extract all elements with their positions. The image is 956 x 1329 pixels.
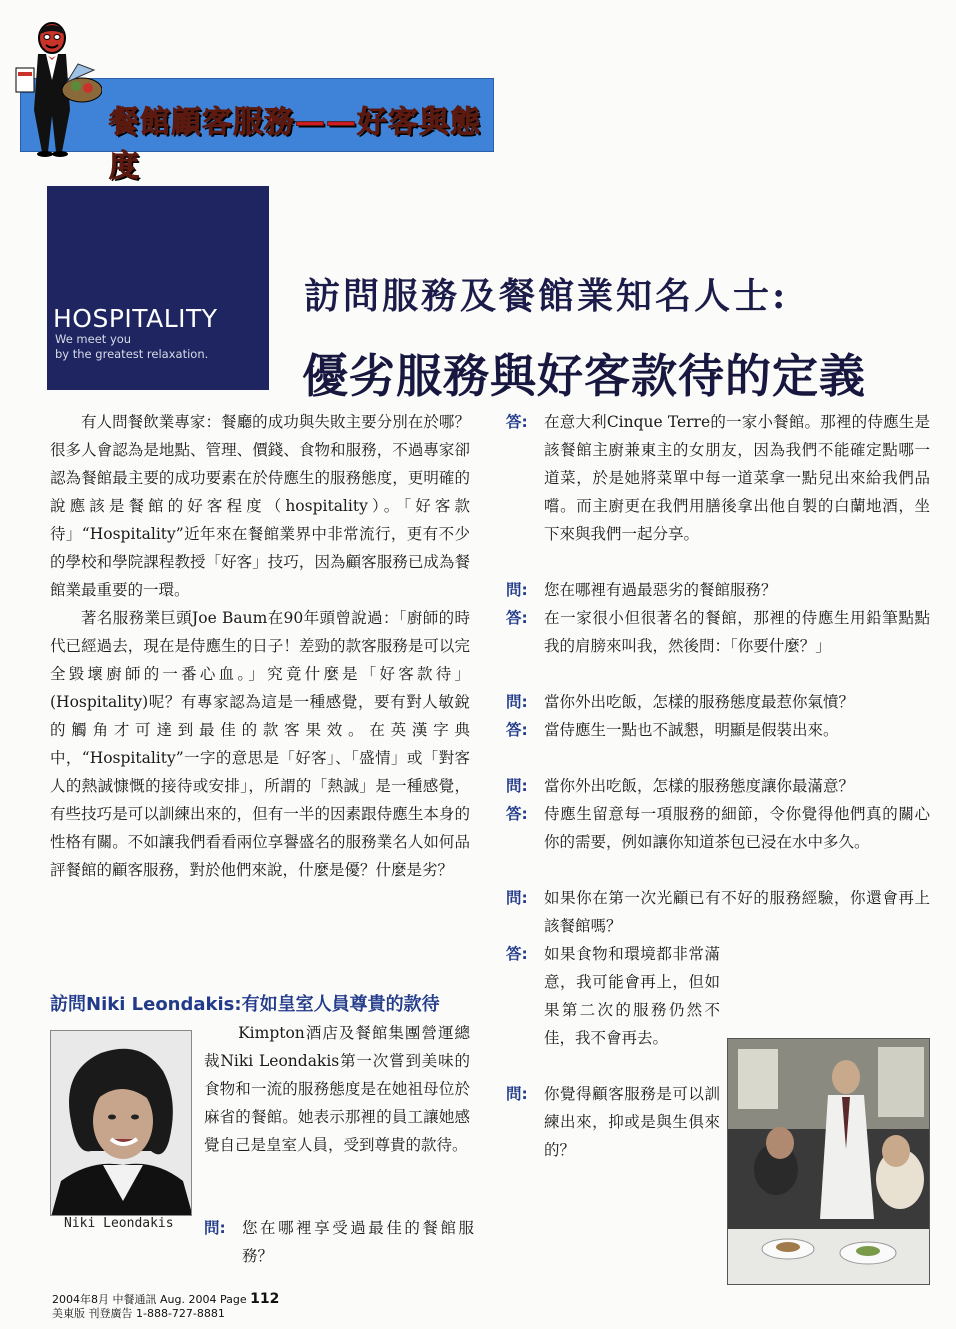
headline-line1: 訪問服務及餐館業知名人士: — [304, 275, 789, 317]
page-number: 112 — [250, 1291, 280, 1307]
question-label: 問: — [204, 1219, 226, 1237]
question-label: 問: — [506, 777, 528, 795]
question-label: 問: — [506, 1085, 528, 1103]
footer-date-en: Aug. 2004 — [160, 1293, 217, 1306]
answer-label: 答: — [506, 805, 528, 823]
niki-question-1 — [204, 1214, 474, 1270]
portrait-icon — [51, 1031, 192, 1216]
hospitality-sub-line1: We meet you — [55, 332, 132, 346]
question-text: 當你外出吃飯，怎樣的服務態度最惹你氣憤？ — [544, 693, 855, 711]
footer-edition: 美東版 — [52, 1307, 85, 1320]
left-column — [50, 408, 470, 884]
niki-intro — [204, 1019, 470, 1159]
footer-phone: 1-888-727-8881 — [136, 1307, 225, 1320]
hospitality-title: HOSPITALITY — [53, 304, 218, 333]
hospitality-subtitle — [55, 332, 208, 362]
question-label: 問: — [506, 693, 528, 711]
interview-heading: 訪問Niki Leondakis:有如皇室人員尊貴的款待 — [50, 994, 440, 1015]
question-text: 你覺得顧客服務是可以訓練出來，抑或是與生俱來的？ — [544, 1085, 720, 1159]
answer-5 — [506, 940, 720, 1052]
question-3 — [506, 688, 930, 716]
niki-intro-text: Kimpton酒店及餐館集團營運總裁Niki Leondakis第一次嘗到美味的食物和一流的服務態度是在她祖母位於麻省的餐館。她表示那裡的員工讓她感覺自己是皇室人員，受到尊貴的款待。 — [204, 1024, 470, 1154]
intro-paragraph-2: 著名服務業巨頭Joe Baum在90年頭曾說過：「廚師的時代已經過去，現在是侍應生的日子！差勁的款客服務是可以完全毀壞廚師的一番心血。」究竟什麼是「好客款待」(Hospitality)呢？有專家認為這是一種感覺，要有對人敏銳的觸角才可達到最佳的款客果效。在英漢字典中，“Hospitality”一字的意思是「好客」、「盛情」或「對客人的熱誠慷慨的接待或安排」，所謂的「熱誠」是一種感覺，有些技巧是可以訓練出來的，但有一半的因素跟侍應生本身的性格有關。不如讓我們看看兩位享譽盛名的服務業名人如何品評餐館的顧客服務，對於他們來說，什麼是優？什麼是劣？ — [50, 609, 470, 879]
answer-label: 答: — [506, 721, 528, 739]
question-label: 問: — [506, 581, 528, 599]
niki-leondakis-photo — [50, 1030, 192, 1216]
restaurant-photo — [727, 1038, 930, 1285]
question-text: 您在哪裡有過最惡劣的餐館服務？ — [544, 581, 777, 599]
waiter-illustration-icon — [12, 20, 102, 160]
footer-line-2 — [52, 1307, 279, 1321]
hospitality-sub-line2: by the greatest relaxation. — [55, 347, 209, 361]
footer-page-label: Page — [219, 1293, 247, 1306]
page-footer — [52, 1292, 279, 1321]
question-text: 如果你在第一次光顧已有不好的服務經驗，你還會再上該餐館嗎？ — [544, 889, 930, 935]
question-2 — [506, 576, 930, 604]
answer-label: 答: — [506, 609, 528, 627]
hospitality-box — [47, 186, 269, 390]
photo-caption: Niki Leondakis — [64, 1216, 174, 1231]
answer-label: 答: — [506, 945, 528, 963]
restaurant-scene-icon — [728, 1039, 930, 1285]
banner-title: 餐館顧客服務——好客與態度 — [109, 105, 481, 184]
answer-text: 侍應生留意每一項服務的細節，令你覺得他們真的關心你的需要，例如讓你知道茶包已浸在水中多久。 — [544, 805, 930, 851]
intro-paragraph-1: 有人問餐飲業專家：餐廳的成功與失敗主要分別在於哪？很多人會認為是地點、管理、價錢、食物和服務，不過專家卻認為餐館最主要的成功要素在於侍應生的服務態度，更明確的說應該是餐館的好客程度（hospitality）。「好客款待」“Hospitality”近年來在餐館業界中非常流行，更有不少的學校和學院課程教授「好客」技巧，因為顧客服務已成為餐館業最重要的一環。 — [50, 413, 470, 599]
answer-4 — [506, 800, 930, 856]
question-5 — [506, 884, 930, 940]
answer-text: 在意大利Cinque Terre的一家小餐館。那裡的侍應生是該餐館主廚兼東主的女朋友，因為我們不能確定點哪一道菜，於是她將菜單中每一道菜拿一點兒出來給我們品嚐。而主廚更在我們用膳後拿出他自製的白蘭地酒，坐下來與我們一起分享。 — [544, 413, 930, 543]
footer-publication: 中餐通訊 — [112, 1293, 157, 1306]
question-4 — [506, 772, 930, 800]
question-text: 當你外出吃飯，怎樣的服務態度讓你最滿意？ — [544, 777, 855, 795]
footer-ad-label: 刊登廣告 — [88, 1307, 133, 1320]
answer-text: 如果食物和環境都非常滿意，我可能會再上，但如果第二次的服務仍然不佳，我不會再去。 — [544, 945, 720, 1047]
question-label: 問: — [506, 889, 528, 907]
answer-text: 當侍應生一點也不誠懇，明顯是假裝出來。 — [544, 721, 839, 739]
answer-2 — [506, 604, 930, 660]
question-text: 您在哪裡享受過最佳的餐館服務？ — [242, 1219, 474, 1265]
question-6 — [506, 1080, 720, 1164]
answer-text: 在一家很小但很著名的餐館，那裡的侍應生用鉛筆點點我的肩膀來叫我，然後問：「你要什麼？」 — [544, 609, 930, 655]
footer-line-1 — [52, 1292, 279, 1307]
answer-3 — [506, 716, 930, 744]
answer-label: 答: — [506, 413, 528, 431]
answer-1 — [506, 408, 930, 548]
headline-line2: 優劣服務與好客款待的定義 — [302, 349, 866, 403]
footer-date: 2004年8月 — [52, 1293, 109, 1306]
